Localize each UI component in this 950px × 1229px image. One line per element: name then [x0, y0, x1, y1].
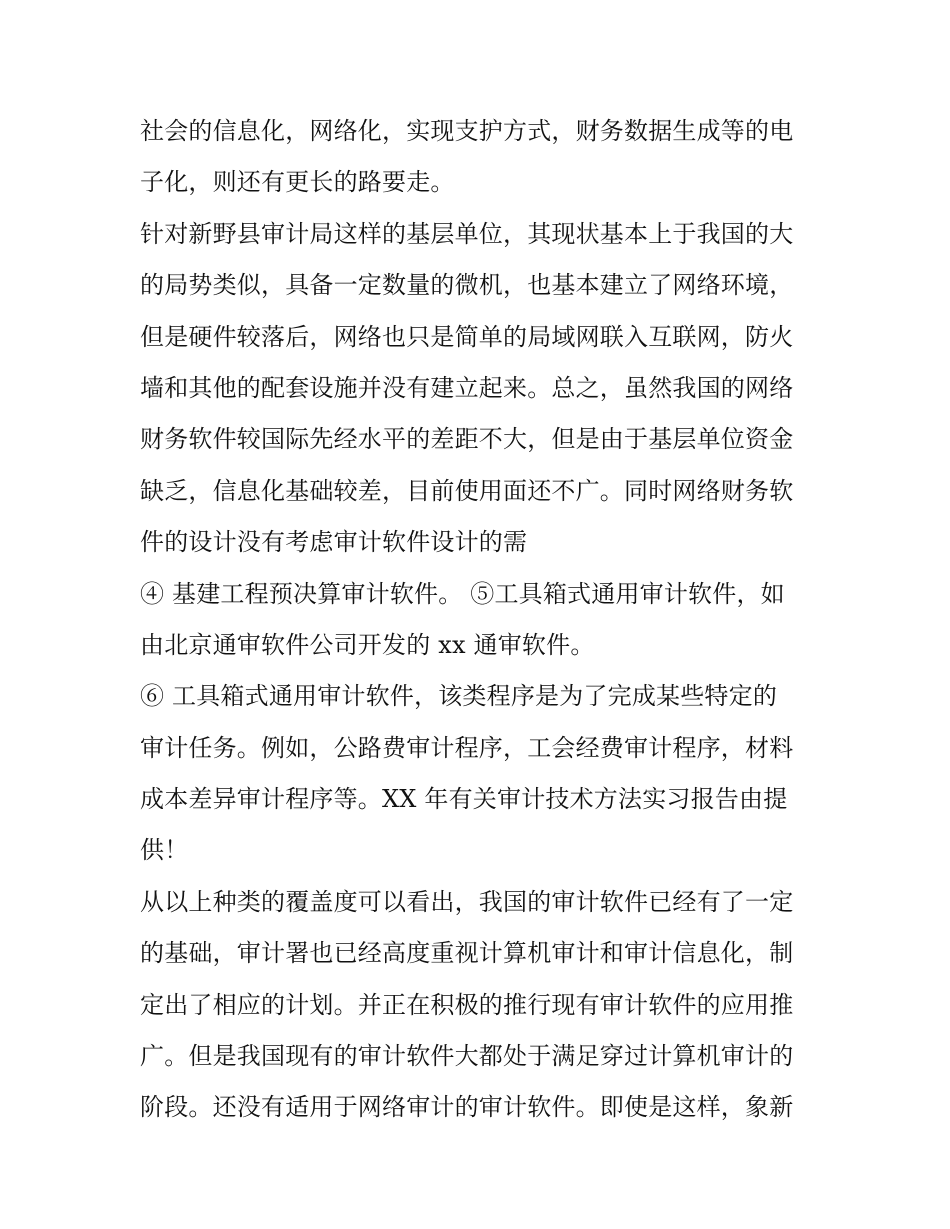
text-line: 针对新野县审计局这样的基层单位，其现状基本上于我国的大 — [140, 219, 794, 248]
text-line: 墙和其他的配套设施并没有建立起来。总之，虽然我国的网络 — [140, 373, 794, 402]
text-line: ⑥ 工具箱式通用审计软件，该类程序是为了完成某些特定的 — [140, 682, 778, 711]
text-line: 的局势类似，具备一定数量的微机，也基本建立了网络环境， — [140, 271, 794, 300]
text-line: 审计任务。例如，公路费审计程序，工会经费审计程序，材料 — [140, 733, 794, 762]
text-line: 但是硬件较落后，网络也只是简单的局域网联入互联网，防火 — [140, 322, 794, 351]
text-line: 由北京通审软件公司开发的 xx 通审软件。 — [140, 630, 595, 659]
text-line: 的基础，审计署也已经高度重视计算机审计和审计信息化，制 — [140, 939, 794, 968]
text-line: 供！ — [140, 836, 189, 865]
text-line: 子化，则还有更长的路要走。 — [140, 168, 455, 197]
text-line: 阶段。还没有适用于网络审计的审计软件。即使是这样，象新 — [140, 1093, 794, 1122]
text-line: 缺乏，信息化基础较差，目前使用面还不广。同时网络财务软 — [140, 476, 794, 505]
text-line: 从以上种类的覆盖度可以看出，我国的审计软件已经有了一定 — [140, 887, 794, 916]
text-line: 件的设计没有考虑审计软件设计的需 — [140, 528, 528, 557]
text-line: 广。但是我国现有的审计软件大都处于满足穿过计算机审计的 — [140, 1042, 794, 1071]
text-line: 财务软件较国际先经水平的差距不大，但是由于基层单位资金 — [140, 425, 794, 454]
text-line: 成本差异审计程序等。XX 年有关审计技术方法实习报告由提 — [140, 785, 788, 814]
text-line: 社会的信息化，网络化，实现支护方式，财务数据生成等的电 — [140, 117, 794, 145]
text-line: ④ 基建工程预决算审计软件。 ⑤工具箱式通用审计软件，如 — [140, 579, 785, 608]
body-text — [140, 106, 820, 1134]
text-line: 定出了相应的计划。并正在积极的推行现有审计软件的应用推 — [140, 990, 794, 1019]
